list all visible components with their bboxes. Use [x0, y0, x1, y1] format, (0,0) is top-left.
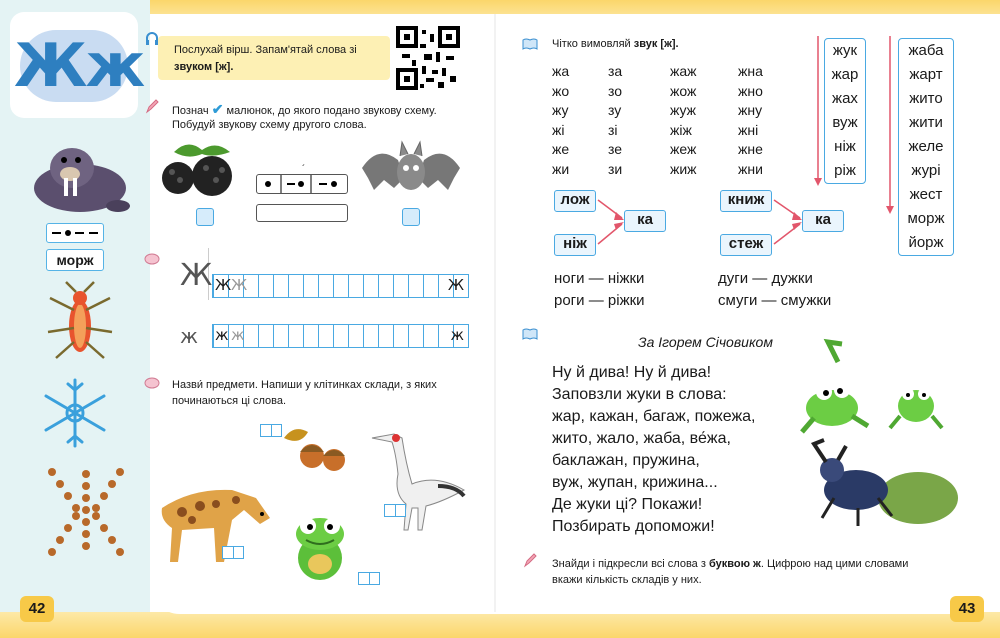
beetle-picture — [42, 280, 118, 362]
cell[interactable] — [260, 424, 272, 437]
pencil-icon — [144, 98, 160, 114]
pair-word: смужки — [780, 292, 832, 309]
list-item: журі — [911, 162, 941, 179]
pair-word: дуги — [718, 270, 749, 287]
pair-word: дужки — [771, 270, 813, 287]
syllable: зі — [608, 121, 618, 138]
syllable: зо — [608, 82, 623, 99]
combine-2-arrows — [770, 196, 804, 252]
scheme-answer-box[interactable] — [256, 204, 348, 222]
down-arrow-2 — [884, 36, 896, 216]
mark-task-word: Познач — [172, 105, 209, 117]
bat-picture — [358, 138, 464, 204]
list-item: жар — [831, 66, 859, 83]
find-task-rest: . Цифрою над цими словами — [760, 558, 909, 570]
syllable: жи — [552, 160, 570, 177]
syllable: жіж — [670, 121, 692, 138]
syllable: жаж — [670, 63, 697, 79]
walrus-picture — [32, 142, 132, 216]
name-task-line1: Назви́ предмети. Напиши у клітинках склади, з яких — [172, 379, 437, 391]
syllable: жну — [738, 102, 763, 118]
list-item: жах — [832, 90, 858, 107]
acorn-letter-picture — [44, 464, 128, 558]
writing-line-1-letter: Ж — [215, 276, 232, 294]
pair-dash: — — [752, 270, 768, 287]
hand-writing-icon — [144, 250, 160, 266]
combine-1-b: ніж — [554, 234, 596, 256]
syllable: же — [552, 141, 570, 157]
checkmark-icon: ✔ — [211, 101, 224, 117]
poem-text — [552, 362, 756, 538]
combine-2-b: стеж — [720, 234, 772, 256]
cell[interactable] — [396, 504, 407, 517]
listen-task-bold: звуком [ж]. — [174, 61, 234, 73]
syllable: жож — [670, 82, 697, 99]
poem-line: Позбирать допоможи! — [552, 518, 715, 535]
left-page-number: 42 — [20, 596, 54, 622]
syllable: жні — [738, 121, 759, 138]
pair-word: ноги — [554, 270, 585, 287]
list-item: ніж — [834, 138, 856, 155]
syllable: жиж — [670, 160, 697, 177]
syllable: жно — [738, 82, 763, 99]
poem-line: Заповзли жуки в слова: — [552, 386, 727, 403]
pairs-left — [554, 268, 645, 312]
listen-task-panel — [158, 36, 390, 80]
syllable: жо — [552, 82, 570, 99]
find-task-line2: вкажи кількість складів у них. — [552, 574, 702, 586]
acorn-cells[interactable] — [260, 424, 282, 436]
letter-sample-2 — [172, 322, 208, 352]
writing-line-2-trace: ж — [231, 326, 245, 344]
frog-cells[interactable] — [358, 572, 380, 584]
syllable: зу — [608, 102, 622, 118]
poem-line: Ну й дива! Ну й дива! — [552, 364, 712, 381]
pair-word: роги — [554, 292, 585, 309]
cell[interactable] — [384, 504, 396, 517]
word-list-1 — [824, 38, 866, 184]
pair-word: ніжки — [607, 270, 645, 287]
writing-line-2-end: ж — [450, 326, 464, 344]
pair-word: смуги — [718, 292, 758, 309]
writing-line-1-end: Ж — [447, 276, 464, 294]
syllable-col-2 — [608, 62, 622, 179]
pronounce-task — [552, 36, 679, 52]
poem-line: Де жуки ці? Покажи! — [552, 496, 703, 513]
poem-line: баклажан, пружина, — [552, 452, 700, 469]
list-item: жест — [909, 186, 943, 203]
syllable: жна — [738, 63, 763, 79]
writing-line-1[interactable] — [212, 274, 469, 298]
list-item: вуж — [832, 114, 858, 131]
crane-cells[interactable] — [384, 504, 406, 516]
bottom-band — [0, 612, 1000, 638]
pair-row — [554, 268, 645, 290]
book-icon-2 — [522, 326, 538, 342]
letter-sample-glyph-small: ж — [180, 324, 199, 348]
combine-1-suffix: ка — [624, 210, 666, 232]
stress-mark: ´ — [302, 164, 306, 175]
pronounce-task-bold: звук [ж]. — [633, 38, 679, 50]
combine-2-suffix: ка — [802, 210, 844, 232]
letter-sample-glyph: Ж — [180, 258, 213, 293]
find-task-bold: буквою ж — [708, 558, 761, 570]
poem-line: вуж, жупан, крижина... — [552, 474, 718, 491]
scheme-word: морж — [46, 249, 104, 271]
right-page-number: 43 — [950, 596, 984, 622]
syllable: зе — [608, 141, 623, 157]
hand-writing-icon-2 — [144, 374, 160, 390]
syllable: жу — [552, 102, 569, 118]
cell[interactable] — [234, 546, 245, 559]
pair-dash: — — [588, 292, 604, 309]
list-item: жук — [832, 42, 858, 59]
list-item: морж — [907, 210, 945, 227]
find-task-text: Знайди і підкресли всі слова з — [552, 558, 706, 570]
syllable: жуж — [670, 102, 697, 118]
title-letter: Жж — [14, 31, 144, 101]
syllable: жеж — [670, 141, 697, 157]
blackberry-checkbox[interactable] — [196, 208, 214, 226]
syllable: жі — [552, 121, 565, 138]
combine-1-a: лож — [554, 190, 596, 212]
crane-picture — [366, 424, 472, 534]
syllable: за — [608, 63, 623, 79]
blackberry-picture — [158, 138, 244, 202]
syllable-col-3 — [670, 62, 697, 179]
syllable: жне — [738, 141, 763, 157]
down-arrow-1 — [812, 36, 824, 188]
list-item: желе — [908, 138, 944, 155]
pair-word: ріжки — [607, 292, 645, 309]
writing-line-2-letter: ж — [215, 326, 229, 344]
poem-line: жито, жало, жаба, ве́жа, — [552, 430, 731, 447]
cell[interactable] — [272, 424, 283, 437]
qr-code[interactable] — [396, 26, 460, 90]
snowflake-picture — [38, 376, 112, 450]
cell[interactable] — [370, 572, 381, 585]
list-item: йорж — [908, 234, 944, 251]
syllable-col-4 — [738, 62, 763, 179]
giraffe-cells[interactable] — [222, 546, 244, 558]
mark-task-rest: малюнок, до якого подано звукову схему. — [226, 105, 437, 117]
syllable: жа — [552, 63, 570, 79]
find-task-line1 — [552, 556, 908, 572]
pencil-icon-2 — [522, 552, 538, 568]
page-divider — [494, 14, 496, 612]
name-task-line2: починаються ці слова. — [172, 395, 287, 407]
letter-sample-1 — [172, 248, 213, 300]
poem-author: За Ігорем Січовиком — [638, 334, 773, 350]
poem-line: жар, кажан, багаж, пожежа, — [552, 408, 756, 425]
word-list-2 — [898, 38, 954, 256]
cell[interactable] — [358, 572, 370, 585]
syllable: жни — [738, 160, 763, 177]
writing-line-1-trace: Ж — [231, 276, 248, 294]
combine-1-arrows — [594, 196, 626, 252]
acorns-picture — [280, 424, 350, 474]
pair-row — [718, 268, 831, 290]
giraffe-picture — [152, 458, 276, 568]
list-item: ріж — [834, 162, 856, 179]
list-item: жити — [909, 114, 943, 131]
frog-picture — [286, 512, 354, 584]
sound-scheme — [46, 223, 104, 243]
pair-dash: — — [588, 270, 604, 287]
list-item: жарт — [909, 66, 943, 83]
combine-2-a: книж — [720, 190, 772, 212]
pair-dash: — — [761, 292, 777, 309]
list-item: жаба — [908, 42, 944, 59]
writing-line-2[interactable] — [212, 324, 469, 348]
letter-card — [10, 12, 144, 118]
bat-checkbox[interactable] — [402, 208, 420, 226]
pair-row — [718, 290, 831, 312]
pronounce-task-text: Чітко вимовляй — [552, 38, 631, 50]
list-item: жито — [909, 90, 943, 107]
listen-task-text: Послухай вірш. Запам'ятай слова зі — [174, 44, 357, 56]
syllable: зи — [608, 160, 623, 177]
syllable-col-1 — [552, 62, 569, 179]
frogs-and-beetle-picture — [798, 322, 958, 528]
pairs-right — [718, 268, 831, 312]
cell[interactable] — [222, 546, 234, 559]
pair-row — [554, 290, 645, 312]
mark-task-line2: Побудуй звукову схему другого слова. — [172, 119, 367, 131]
sound-scheme-given — [256, 174, 348, 194]
book-icon — [522, 36, 538, 52]
